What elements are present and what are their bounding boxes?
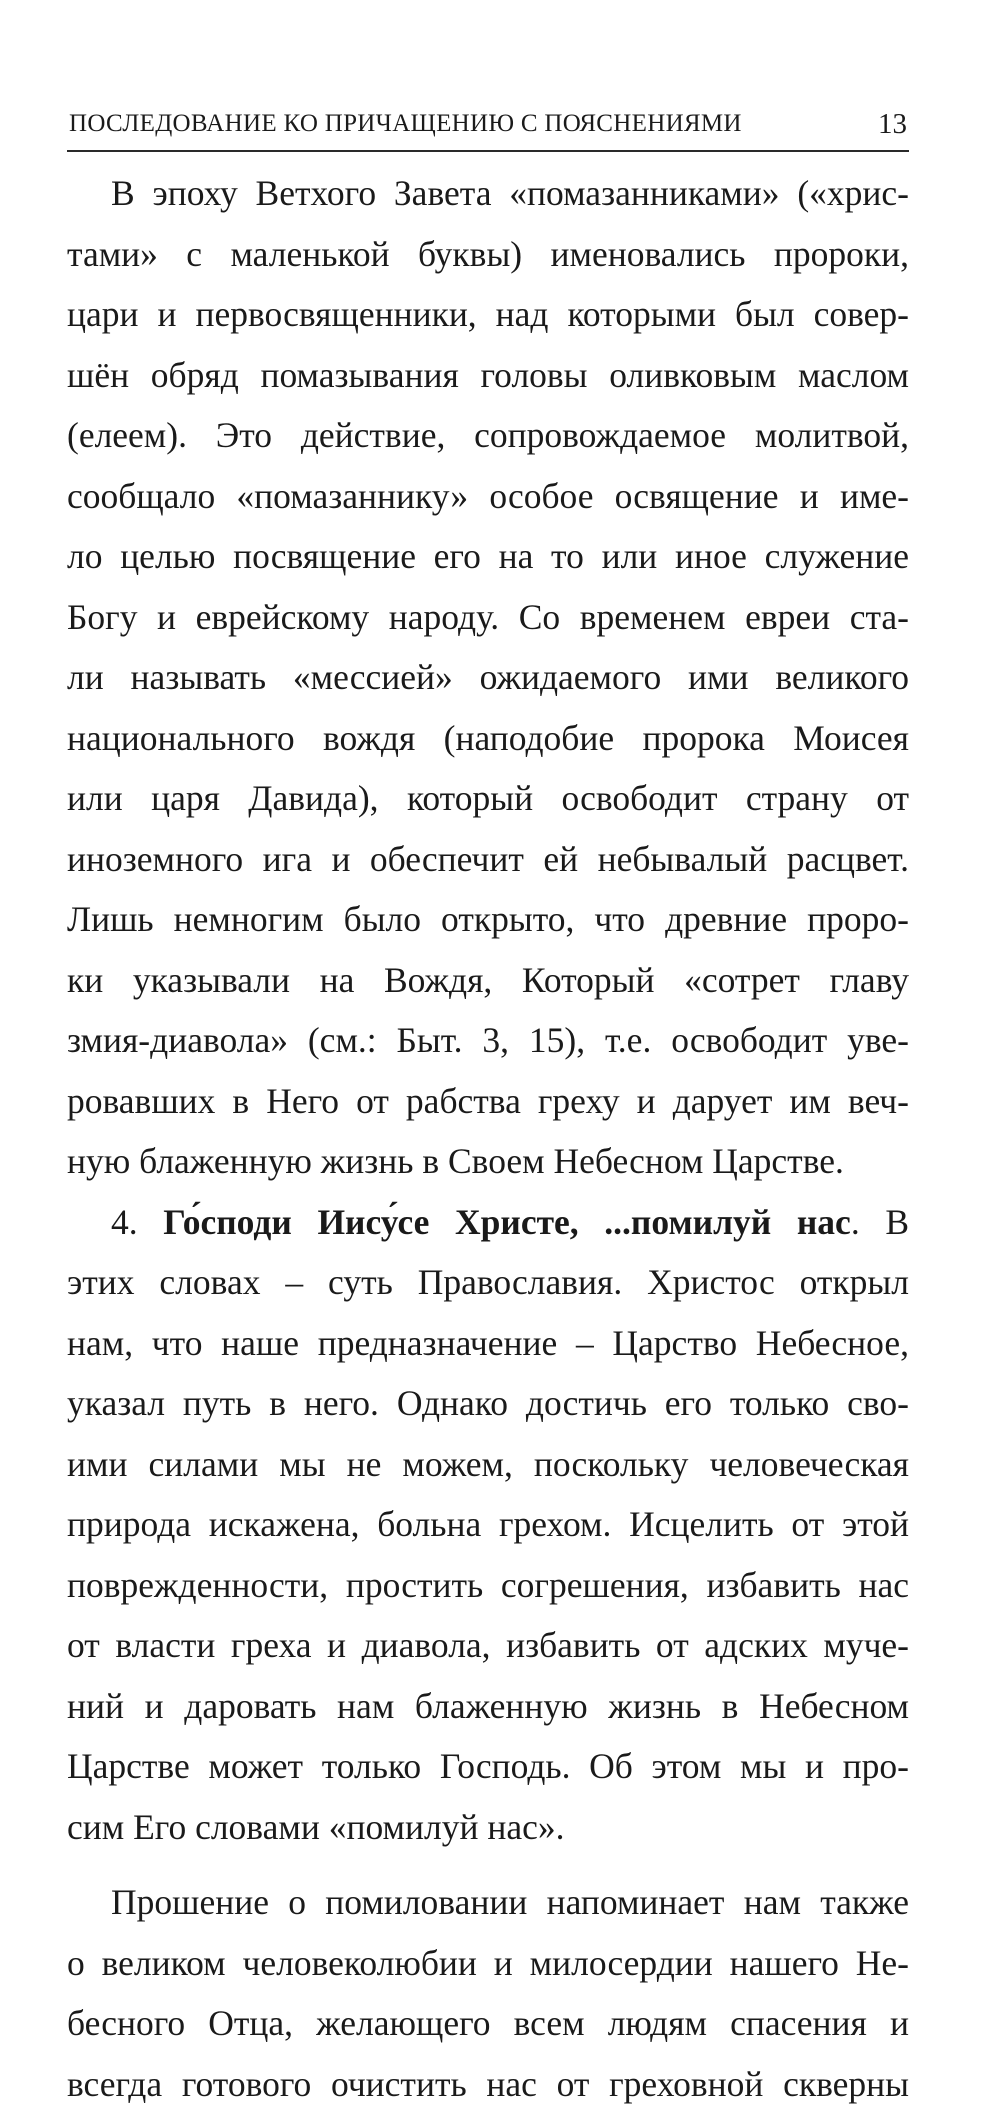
text-line: Лишь немногим было открыто, что древние проро- <box>67 889 909 950</box>
text-line: иноземного ига и обеспечит ей небывалый расцвет. <box>67 829 909 890</box>
text-line: ки указывали на Вождя, Который «сотрет главу <box>67 950 909 1011</box>
running-header <box>67 106 909 152</box>
paragraph-2 <box>67 1192 909 1858</box>
body-text <box>67 163 909 2114</box>
text-line: В эпоху Ветхого Завета «помазанниками» («хрис- <box>67 163 909 224</box>
text-line: ную блаженную жизнь в Своем Небесном Царстве. <box>67 1131 909 1192</box>
text-line: или царя Давида), который освободит страну от <box>67 768 909 829</box>
text-line <box>67 1192 909 1253</box>
text-line: Царстве может только Господь. Об этом мы и про- <box>67 1736 909 1797</box>
text-line: змия-диавола» (см.: Быт. 3, 15), т.е. освободит уве- <box>67 1010 909 1071</box>
text-line: от власти греха и диавола, избавить от адских муче- <box>67 1615 909 1676</box>
text-line: Богу и еврейскому народу. Со временем евреи ста- <box>67 587 909 648</box>
text-line: нам, что наше предназначение – Царство Небесное, <box>67 1313 909 1374</box>
text-line: о великом человеколюбии и милосердии нашего Не- <box>67 1933 909 1994</box>
text-line: природа искажена, больна грехом. Исцелить от этой <box>67 1494 909 1555</box>
after-bold: . В <box>851 1202 909 1242</box>
bold-phrase: Го́споди Иису́се Христе, ...помилуй нас <box>163 1202 851 1242</box>
text-line: сим Его словами «помилуй нас». <box>67 1797 909 1858</box>
text-line: ло целью посвящение его на то или иное служение <box>67 526 909 587</box>
text-line: всегда готового очистить нас от греховной скверны <box>67 2054 909 2114</box>
item-number: 4. <box>111 1202 138 1242</box>
text-line: этих словах – суть Православия. Христос открыл <box>67 1252 909 1313</box>
text-line: поврежденности, простить согрешения, избавить нас <box>67 1555 909 1616</box>
text-line: ли называть «мессией» ожидаемого ими великого <box>67 647 909 708</box>
text-line: Прошение о помиловании напоминает нам также <box>67 1872 909 1933</box>
text-line: тами» с маленькой буквы) именовались пророки, <box>67 224 909 285</box>
running-title: ПОСЛЕДОВАНИЕ КО ПРИЧАЩЕНИЮ С ПОЯСНЕНИЯМИ <box>69 110 742 138</box>
text-line: ний и даровать нам блаженную жизнь в Небесном <box>67 1676 909 1737</box>
text-line: цари и первосвященники, над которыми был совер- <box>67 284 909 345</box>
text-line: сообщало «помазаннику» особое освящение и име- <box>67 466 909 527</box>
paragraph-gap <box>67 1857 909 1872</box>
text-line: ровавших в Него от рабства греху и дарует им веч- <box>67 1071 909 1132</box>
page-number: 13 <box>878 108 907 141</box>
text-line: бесного Отца, желающего всем людям спасения и <box>67 1993 909 2054</box>
text-line: национального вождя (наподобие пророка Моисея <box>67 708 909 769</box>
paragraph-1 <box>67 163 909 1192</box>
text-line: (елеем). Это действие, сопровождаемое молитвой, <box>67 405 909 466</box>
text-line: ими силами мы не можем, поскольку человеческая <box>67 1434 909 1495</box>
paragraph-3 <box>67 1872 909 2114</box>
text-line: шён обряд помазывания головы оливковым маслом <box>67 345 909 406</box>
text-line: указал путь в него. Однако достичь его только сво- <box>67 1373 909 1434</box>
